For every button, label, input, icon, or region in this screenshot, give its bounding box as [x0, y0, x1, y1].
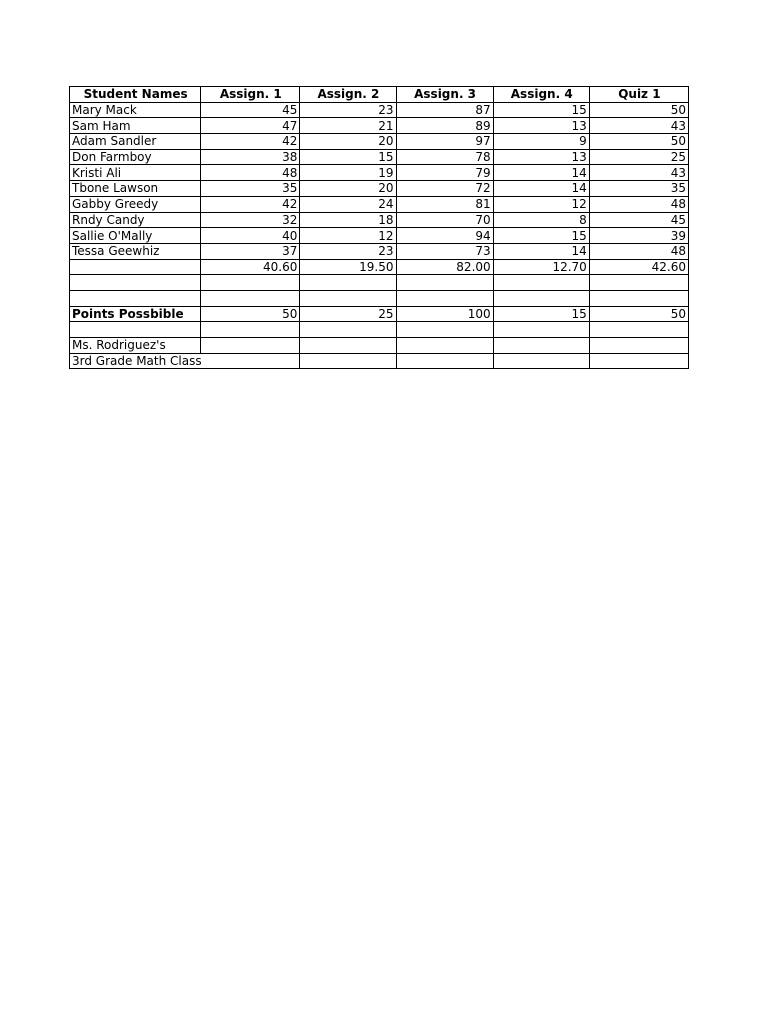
table-row [70, 212, 689, 228]
average-row [70, 259, 689, 275]
score-cell[interactable]: 97 [396, 134, 493, 150]
empty-cell[interactable] [493, 338, 589, 354]
empty-cell[interactable] [300, 353, 396, 369]
class-name-text: 3rd Grade Math Class [72, 354, 202, 369]
score-cell[interactable]: 15 [493, 102, 589, 118]
score-cell[interactable]: 21 [300, 118, 396, 134]
score-cell[interactable]: 20 [300, 181, 396, 197]
empty-cell[interactable] [300, 290, 396, 306]
header-quiz-1[interactable]: Quiz 1 [589, 87, 688, 103]
score-cell[interactable]: 14 [493, 243, 589, 259]
empty-cell[interactable] [201, 275, 300, 291]
table-row [70, 196, 689, 212]
score-cell[interactable]: 23 [300, 243, 396, 259]
score-cell[interactable]: 43 [589, 165, 688, 181]
score-cell[interactable]: 48 [589, 243, 688, 259]
score-cell[interactable]: 15 [300, 149, 396, 165]
points-possible-cell[interactable]: 50 [201, 306, 300, 322]
score-cell[interactable]: 19 [300, 165, 396, 181]
empty-cell[interactable] [70, 322, 201, 338]
student-name-cell[interactable]: Sallie O'Mally [70, 228, 201, 244]
gradebook-table [69, 86, 689, 369]
average-cell[interactable]: 19.50 [300, 259, 396, 275]
student-name-cell[interactable]: Rndy Candy [70, 212, 201, 228]
empty-cell[interactable] [589, 275, 688, 291]
score-cell[interactable]: 45 [201, 102, 300, 118]
points-possible-label[interactable]: Points Possbible [70, 306, 201, 322]
header-assign-2[interactable]: Assign. 2 [300, 87, 396, 103]
score-cell[interactable]: 24 [300, 196, 396, 212]
average-cell[interactable]: 42.60 [589, 259, 688, 275]
empty-cell[interactable] [70, 259, 201, 275]
score-cell[interactable]: 8 [493, 212, 589, 228]
empty-cell[interactable] [493, 322, 589, 338]
score-cell[interactable]: 50 [589, 134, 688, 150]
empty-cell[interactable] [396, 338, 493, 354]
score-cell[interactable]: 45 [589, 212, 688, 228]
score-cell[interactable]: 13 [493, 149, 589, 165]
score-cell[interactable]: 12 [493, 196, 589, 212]
blank-row [70, 275, 689, 291]
score-cell[interactable]: 12 [300, 228, 396, 244]
empty-cell[interactable] [589, 353, 688, 369]
score-cell[interactable]: 94 [396, 228, 493, 244]
score-cell[interactable]: 32 [201, 212, 300, 228]
empty-cell[interactable] [300, 322, 396, 338]
student-name-cell[interactable]: Don Farmboy [70, 149, 201, 165]
score-cell[interactable]: 20 [300, 134, 396, 150]
score-cell[interactable]: 25 [589, 149, 688, 165]
score-cell[interactable]: 70 [396, 212, 493, 228]
table-row [70, 243, 689, 259]
table-row [70, 181, 689, 197]
score-cell[interactable]: 38 [201, 149, 300, 165]
score-cell[interactable]: 87 [396, 102, 493, 118]
score-cell[interactable]: 13 [493, 118, 589, 134]
empty-cell[interactable] [589, 290, 688, 306]
empty-cell[interactable] [70, 275, 201, 291]
class-name-cell[interactable] [70, 353, 300, 369]
empty-cell[interactable] [493, 353, 589, 369]
points-possible-cell[interactable]: 50 [589, 306, 688, 322]
score-cell[interactable]: 15 [493, 228, 589, 244]
header-row [70, 87, 689, 103]
empty-cell[interactable] [493, 290, 589, 306]
empty-cell[interactable] [396, 353, 493, 369]
student-name-cell[interactable]: Sam Ham [70, 118, 201, 134]
score-cell[interactable]: 81 [396, 196, 493, 212]
student-name-cell[interactable]: Tbone Lawson [70, 181, 201, 197]
student-name-cell[interactable]: Mary Mack [70, 102, 201, 118]
student-name-cell[interactable]: Tessa Geewhiz [70, 243, 201, 259]
score-cell[interactable]: 40 [201, 228, 300, 244]
header-student-names[interactable]: Student Names [70, 87, 201, 103]
empty-cell[interactable] [201, 338, 300, 354]
score-cell[interactable]: 72 [396, 181, 493, 197]
student-name-cell[interactable]: Kristi Ali [70, 165, 201, 181]
average-cell[interactable]: 12.70 [493, 259, 589, 275]
score-cell[interactable]: 14 [493, 165, 589, 181]
score-cell[interactable]: 18 [300, 212, 396, 228]
score-cell[interactable]: 73 [396, 243, 493, 259]
blank-row [70, 322, 689, 338]
student-name-cell[interactable]: Adam Sandler [70, 134, 201, 150]
score-cell[interactable]: 47 [201, 118, 300, 134]
score-cell[interactable]: 50 [589, 102, 688, 118]
empty-cell[interactable] [300, 275, 396, 291]
score-cell[interactable]: 35 [201, 181, 300, 197]
points-possible-cell[interactable]: 100 [396, 306, 493, 322]
header-assign-1[interactable]: Assign. 1 [201, 87, 300, 103]
table-row [70, 102, 689, 118]
score-cell[interactable]: 48 [201, 165, 300, 181]
empty-cell[interactable] [201, 322, 300, 338]
empty-cell[interactable] [70, 290, 201, 306]
score-cell[interactable]: 42 [201, 196, 300, 212]
score-cell[interactable]: 14 [493, 181, 589, 197]
score-cell[interactable]: 43 [589, 118, 688, 134]
average-cell[interactable]: 40.60 [201, 259, 300, 275]
empty-cell[interactable] [589, 322, 688, 338]
points-possible-row [70, 306, 689, 322]
score-cell[interactable]: 78 [396, 149, 493, 165]
teacher-name-cell[interactable]: Ms. Rodriguez's [70, 338, 201, 354]
header-assign-3[interactable]: Assign. 3 [396, 87, 493, 103]
header-assign-4[interactable]: Assign. 4 [493, 87, 589, 103]
student-name-cell[interactable]: Gabby Greedy [70, 196, 201, 212]
table-row [70, 118, 689, 134]
average-cell[interactable]: 82.00 [396, 259, 493, 275]
table-row [70, 149, 689, 165]
empty-cell[interactable] [201, 290, 300, 306]
points-possible-cell[interactable]: 25 [300, 306, 396, 322]
score-cell[interactable]: 23 [300, 102, 396, 118]
table-row [70, 134, 689, 150]
empty-cell[interactable] [396, 275, 493, 291]
score-cell[interactable]: 37 [201, 243, 300, 259]
table-row [70, 228, 689, 244]
empty-cell[interactable] [396, 322, 493, 338]
score-cell[interactable]: 79 [396, 165, 493, 181]
teacher-row [70, 338, 689, 354]
score-cell[interactable]: 9 [493, 134, 589, 150]
score-cell[interactable]: 48 [589, 196, 688, 212]
blank-row [70, 290, 689, 306]
score-cell[interactable]: 89 [396, 118, 493, 134]
empty-cell[interactable] [300, 338, 396, 354]
score-cell[interactable]: 39 [589, 228, 688, 244]
class-row [70, 353, 689, 369]
empty-cell[interactable] [396, 290, 493, 306]
score-cell[interactable]: 35 [589, 181, 688, 197]
score-cell[interactable]: 42 [201, 134, 300, 150]
points-possible-cell[interactable]: 15 [493, 306, 589, 322]
empty-cell[interactable] [493, 275, 589, 291]
empty-cell[interactable] [589, 338, 688, 354]
table-row [70, 165, 689, 181]
